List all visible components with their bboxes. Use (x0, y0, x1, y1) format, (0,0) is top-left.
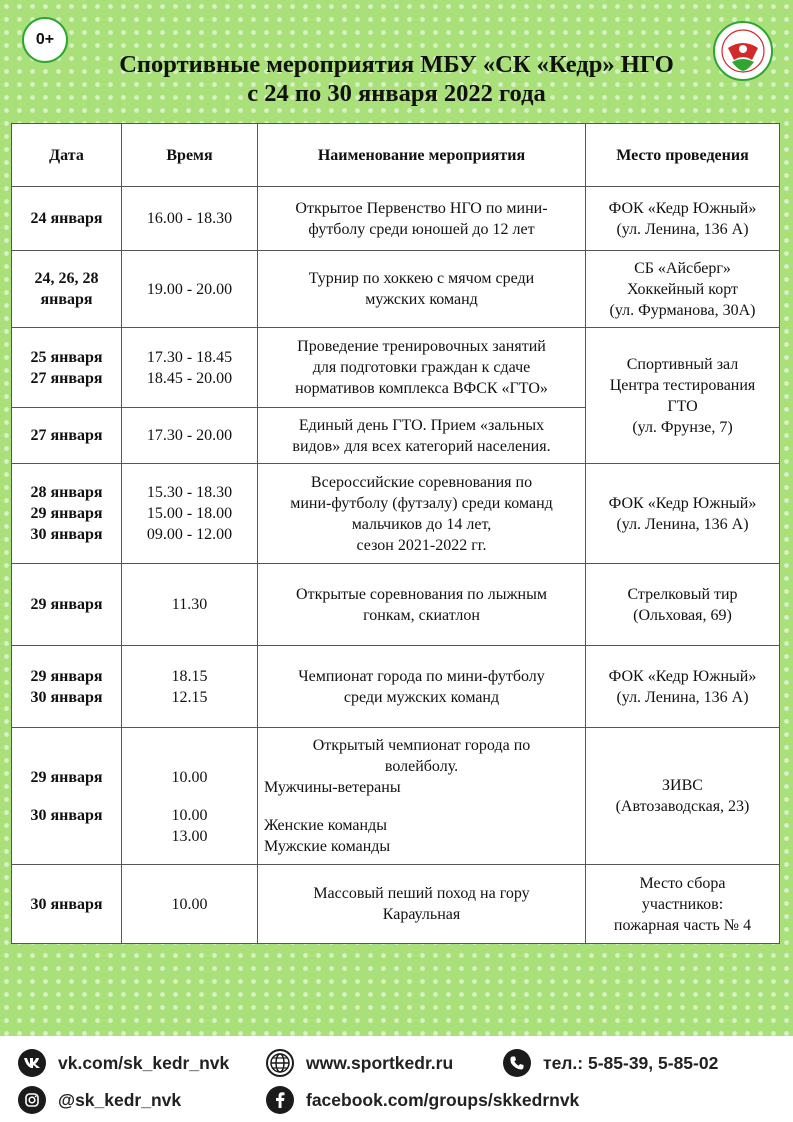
vk-link[interactable]: vk.com/sk_kedr_nvk (58, 1052, 230, 1073)
table-row (12, 865, 780, 944)
text-line: пожарная часть № 4 (613, 916, 752, 934)
text-line: (Ольховая, 69) (633, 606, 732, 624)
event-place (586, 464, 780, 564)
text-line: 29 января (30, 769, 103, 786)
event-date (12, 646, 122, 728)
event-place (586, 865, 780, 944)
text-line: 30 января (30, 526, 103, 543)
event-place (586, 728, 780, 865)
spacer (264, 798, 579, 815)
title-line-2: с 24 по 30 января 2022 года (247, 80, 546, 107)
event-time (122, 728, 258, 865)
event-time (122, 646, 258, 728)
text-line: (ул. Фурманова, 30А) (609, 301, 756, 319)
text-line: 30 января (30, 807, 103, 824)
event-name (258, 564, 586, 646)
text-line: Чемпионат города по мини-футболу (298, 667, 545, 685)
text-line: 19.00 - 20.00 (146, 280, 233, 298)
event-name (258, 328, 586, 408)
text-line: для подготовки граждан к сдаче (312, 359, 531, 376)
text-line: Спортивный зал (626, 355, 739, 373)
text-line: 17.30 - 20.00 (146, 427, 233, 444)
facebook-icon (266, 1086, 294, 1114)
text-line: 10.00 (171, 895, 208, 913)
event-time (122, 251, 258, 328)
text-line: Проведение тренировочных занятий (297, 338, 546, 355)
contact-footer (0, 1036, 793, 1122)
text-line: Открытое Первенство НГО по мини- (295, 199, 548, 217)
event-place (586, 646, 780, 728)
table-row (12, 464, 780, 564)
text-line: (ул. Ленина, 136 А) (616, 688, 749, 706)
text-line: Караульная (382, 906, 461, 923)
text-line: 24 января (30, 210, 103, 227)
text-line: 25 января (30, 348, 103, 366)
text-line: 29 января (30, 667, 103, 685)
table-row (12, 328, 780, 408)
table-row (12, 187, 780, 251)
text-line: 10.00 (171, 807, 208, 824)
table-row (12, 728, 780, 865)
text-line: Массовый пеший поход на гору (313, 885, 530, 902)
text-line: Всероссийские соревнования по (310, 473, 533, 491)
text-line: Единый день ГТО. Прием «зальных (298, 416, 545, 434)
text-line: 29 января (30, 505, 103, 522)
website-contact[interactable] (266, 1049, 453, 1077)
text-line: среди мужских команд (343, 688, 500, 706)
table-header-row (12, 124, 780, 187)
age-rating-badge: 0+ (22, 17, 68, 63)
event-date (12, 187, 122, 251)
text-line: (Автозаводская, 23) (615, 798, 750, 815)
text-line: 18.45 - 20.00 (146, 369, 233, 387)
text-line: 24, 26, 28 (34, 270, 99, 287)
text-line: 29 января (30, 596, 103, 613)
event-name (258, 464, 586, 564)
text-line: (ул. Ленина, 136 А) (616, 220, 749, 238)
text-line: ГТО (667, 397, 698, 415)
instagram-contact[interactable] (18, 1086, 181, 1114)
text-line: футболу среди юношей до 12 лет (308, 220, 535, 238)
text-line: гонкам, скиатлон (363, 606, 480, 624)
text-line: сезон 2021-2022 гг. (356, 536, 487, 554)
table-row (12, 646, 780, 728)
text-line: Мужские команды (264, 838, 391, 855)
text-line: 30 января (30, 688, 103, 706)
vk-icon (18, 1049, 46, 1077)
text-line: (ул. Фрунзе, 7) (632, 418, 733, 436)
event-name (258, 728, 586, 865)
text-line: Открытый чемпионат города по (312, 737, 531, 754)
text-line: января (40, 291, 93, 308)
text-line: 28 января (30, 484, 103, 501)
event-name (258, 865, 586, 944)
event-date (12, 464, 122, 564)
text-line: 16.00 - 18.30 (146, 210, 233, 227)
event-time (122, 328, 258, 408)
text-line: Стрелковый тир (627, 585, 738, 603)
event-place (586, 564, 780, 646)
spacer (128, 788, 251, 805)
text-line: видов» для всех категорий населения. (292, 437, 551, 455)
facebook-contact[interactable] (266, 1086, 579, 1114)
text-line: Центра тестирования (609, 376, 756, 394)
event-name (258, 408, 586, 464)
header-date: Дата (12, 124, 122, 187)
text-line: мальчиков до 14 лет, (351, 515, 492, 533)
text-line: ФОК «Кедр Южный» (608, 199, 757, 217)
event-place (586, 251, 780, 328)
text-line: 12.15 (171, 688, 208, 706)
text-line: ФОК «Кедр Южный» (608, 667, 757, 685)
instagram-link[interactable]: @sk_kedr_nvk (58, 1089, 182, 1110)
event-place (586, 187, 780, 251)
text-line: (ул. Ленина, 136 А) (616, 515, 749, 533)
event-date (12, 251, 122, 328)
event-name (258, 646, 586, 728)
text-line: Место сбора (639, 874, 726, 892)
text-line: Женские команды (264, 817, 387, 834)
text-line: 10.00 (171, 769, 208, 786)
event-time (122, 187, 258, 251)
text-line: Хоккейный корт (627, 280, 738, 298)
text-line: нормативов комплекса ВФСК «ГТО» (295, 380, 548, 397)
event-date (12, 728, 122, 865)
text-line: Турнир по хоккею с мячом среди (308, 270, 535, 287)
text-line: 27 января (30, 369, 103, 387)
event-time (122, 564, 258, 646)
header-name: Наименование мероприятия (258, 124, 586, 187)
page-title (0, 50, 793, 108)
event-date (12, 564, 122, 646)
event-date (12, 328, 122, 408)
facebook-link[interactable]: facebook.com/groups/skkedrnvk (306, 1089, 580, 1110)
event-time (122, 408, 258, 464)
text-line: участников: (641, 895, 724, 913)
table-row (12, 251, 780, 328)
spacer (128, 745, 251, 767)
title-line-1: Спортивные мероприятия МБУ «СК «Кедр» НГО (119, 51, 674, 78)
phone-icon (503, 1049, 531, 1077)
text-line: 27 января (30, 427, 103, 444)
header-place: Место проведения (586, 124, 780, 187)
spacer (18, 826, 115, 847)
event-place (586, 328, 780, 464)
text-line: мини-футболу (футзалу) среди команд (290, 494, 553, 512)
text-line: волейболу. (384, 758, 459, 775)
website-link[interactable]: www.sportkedr.ru (306, 1052, 454, 1073)
event-date (12, 408, 122, 464)
text-line: мужских команд (365, 291, 478, 308)
events-table-container (11, 123, 779, 943)
text-line: 13.00 (171, 828, 208, 845)
text-line: ЗИВС (662, 777, 703, 794)
spacer (18, 788, 115, 805)
header-time: Время (122, 124, 258, 187)
event-time (122, 865, 258, 944)
text-line: 30 января (30, 895, 103, 913)
spacer (18, 745, 115, 767)
text-line: СБ «Айсберг» (634, 259, 731, 277)
events-table (11, 123, 780, 944)
phone-numbers[interactable]: тел.: 5-85-39, 5-85-02 (543, 1052, 719, 1073)
text-line: 17.30 - 18.45 (146, 348, 233, 366)
text-line: 09.00 - 12.00 (146, 526, 233, 543)
text-line: ФОК «Кедр Южный» (608, 494, 757, 512)
table-row (12, 564, 780, 646)
event-name (258, 187, 586, 251)
text-line: 15.00 - 18.00 (146, 505, 233, 522)
event-time (122, 464, 258, 564)
globe-icon (266, 1049, 294, 1077)
text-line: 11.30 (171, 596, 208, 613)
vk-contact[interactable] (18, 1049, 229, 1077)
text-line: Открытые соревнования по лыжным (296, 585, 547, 603)
text-line: 15.30 - 18.30 (146, 484, 233, 501)
event-name (258, 251, 586, 328)
event-date (12, 865, 122, 944)
text-line: Мужчины-ветераны (264, 779, 401, 796)
instagram-icon (18, 1086, 46, 1114)
phone-contact[interactable] (503, 1049, 718, 1077)
text-line: 18.15 (171, 667, 208, 685)
